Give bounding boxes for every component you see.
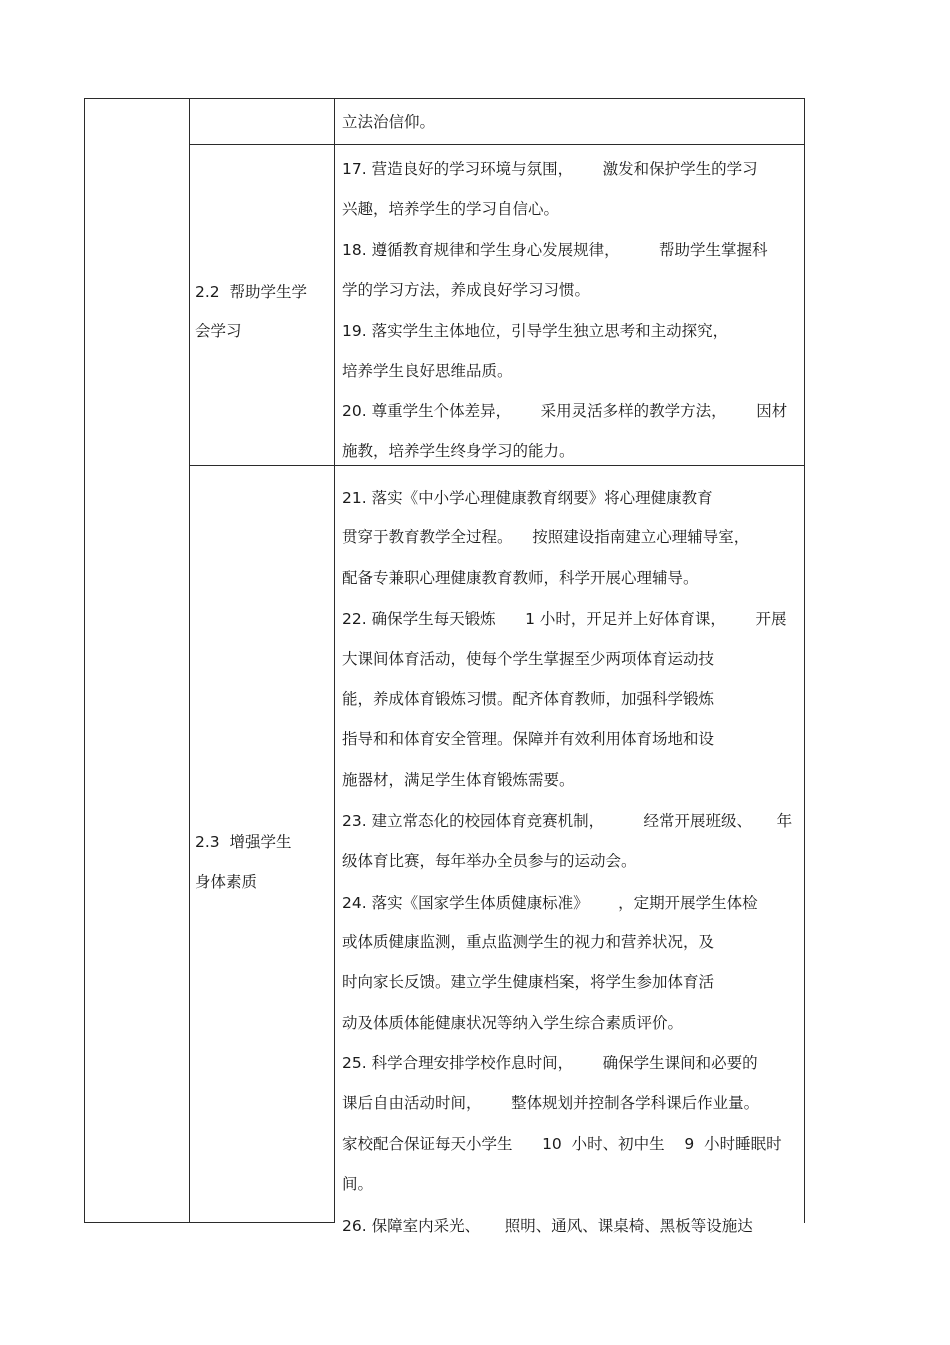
table-cell-content-line: 20. 尊重学生个体差异， 采用灵活多样的教学方法， 因材: [342, 402, 788, 420]
table-cell-content-line: 23. 建立常态化的校园体育竞赛机制， 经常开展班级、 年: [342, 812, 793, 830]
table-cell-content-line: 施器材，满足学生体育锻炼需要。: [342, 771, 575, 789]
table-cell-content-line: 兴趣，培养学生的学习自信心。: [342, 200, 560, 218]
table-cell-content-line: 大课间体育活动，使每个学生掌握至少两项体育运动技: [342, 650, 715, 668]
table-cell-content-line: 动及体质体能健康状况等纳入学生综合素质评价。: [342, 1014, 684, 1032]
table-cell-content-line: 配备专兼职心理健康教育教师，科学开展心理辅导。: [342, 569, 699, 587]
table-cell-content-line: 时向家长反馈。建立学生健康档案，将学生参加体育活: [342, 973, 715, 991]
table-cell-content-line: 贯穿于教育教学全过程。 按照建设指南建立心理辅导室，: [342, 528, 750, 546]
table-cell-content-line: 25. 科学合理安排学校作息时间， 确保学生课间和必要的: [342, 1054, 758, 1072]
table-cell-content-line: 课后自由活动时间， 整体规划并控制各学科课后作业量。: [342, 1094, 760, 1112]
table-cell-label-line: 会学习: [195, 322, 242, 340]
table-cell-content-line: 施教，培养学生终身学习的能力。: [342, 442, 575, 460]
table-cell-content-line: 22. 确保学生每天锻炼 1 小时，开足并上好体育课， 开展: [342, 610, 787, 628]
table-cell-content-line: 21. 落实《中小学心理健康教育纲要》将心理健康教育: [342, 489, 713, 507]
table-cell-content-line: 26. 保障室内采光、 照明、通风、课桌椅、黑板等设施达: [342, 1217, 753, 1235]
row-divider-1: [189, 144, 805, 145]
table-cell-content-line: 能，养成体育锻炼习惯。配齐体育教师，加强科学锻炼: [342, 690, 715, 708]
table-cell-label-line: 身体素质: [195, 873, 258, 891]
table-right-border: [804, 98, 805, 1223]
column-divider-2: [334, 98, 335, 1223]
table-cell-label-line: 2.3 增强学生: [195, 833, 292, 851]
table-bottom-border: [84, 1222, 335, 1223]
table-cell-content-line: 指导和和体育安全管理。保障并有效利用体育场地和设: [342, 730, 715, 748]
table-top-border: [84, 98, 805, 99]
table-cell-content-line: 立法治信仰。: [342, 113, 436, 131]
table-cell-content-line: 学的学习方法，养成良好学习习惯。: [342, 281, 591, 299]
row-divider-2: [189, 465, 805, 466]
table-cell-content-line: 家校配合保证每天小学生 10 小时、初中生 9 小时睡眠时: [342, 1135, 782, 1153]
table-cell-content-line: 18. 遵循教育规律和学生身心发展规律， 帮助学生掌握科: [342, 241, 768, 259]
table-cell-content-line: 19. 落实学生主体地位，引导学生独立思考和主动探究，: [342, 322, 729, 340]
table-cell-content-line: 级体育比赛，每年举办全员参与的运动会。: [342, 852, 637, 870]
table-cell-content-line: 培养学生良好思维品质。: [342, 362, 513, 380]
table-cell-label-line: 2.2 帮助学生学: [195, 283, 308, 301]
table-cell-content-line: 17. 营造良好的学习环境与氛围， 激发和保护学生的学习: [342, 160, 758, 178]
table-left-border: [84, 98, 85, 1223]
column-divider-1: [189, 98, 190, 1223]
table-cell-content-line: 24. 落实《国家学生体质健康标准》 ，定期开展学生体检: [342, 894, 758, 912]
table-cell-content-line: 间。: [342, 1175, 374, 1193]
table-cell-content-line: 或体质健康监测，重点监测学生的视力和营养状况，及: [342, 933, 715, 951]
